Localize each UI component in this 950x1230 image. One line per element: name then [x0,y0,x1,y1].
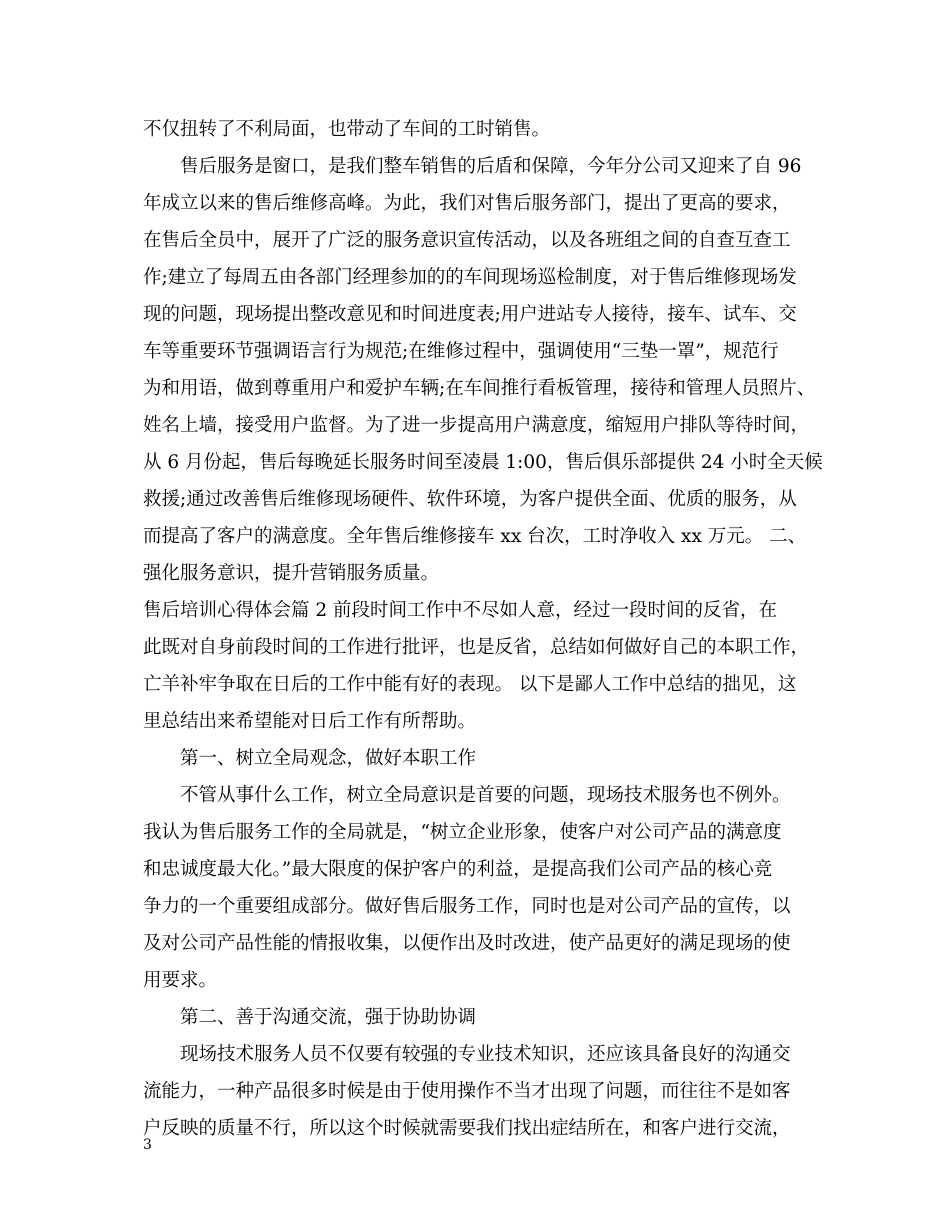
text-line: 和忠诚度最大化。”最大限度的保护客户的利益，是提高我们公司产品的核心竞 [143,859,773,880]
text-line: 流能力，一种产品很多时候是由于使用操作不当才出现了问题，而往往不是如客 [143,1081,791,1102]
paragraph-start: 不管从事什么工作，树立全局意识是首要的问题，现场技术服务也不例外。 [180,785,791,806]
text-line: 用要求。 [143,970,218,991]
text-line: 救援;通过改善售后维修现场硬件、软件环境，为客户提供全面、优质的服务，从 [143,489,797,510]
text-line: 而提高了客户的满意度。全年售后维修接车 xx 台次，工时净收入 xx 万元。 二、 [143,526,807,547]
text-line: 强化服务意识，提升营销服务质量。 [143,563,440,584]
text-line: 不仅扭转了不利局面，也带动了车间的工时销售。 [143,119,551,140]
text-line: 为和用语，做到尊重用户和爱护车辆;在车间推行看板管理，接待和管理人员照片、 [143,378,816,399]
page-number: 3 [143,1137,152,1153]
text-line: 作;建立了每周五由各部门经理参加的的车间现场巡检制度，对于售后维修现场发 [143,267,797,288]
text-line: 户反映的质量不行，所以这个时候就需要我们找出症结所在，和客户进行交流， [143,1118,791,1139]
text-line: 及对公司产品性能的情报收集，以便作出及时改进，使产品更好的满足现场的使 [143,933,791,954]
text-line: 争力的一个重要组成部分。做好售后服务工作，同时也是对公司产品的宣传，以 [143,896,791,917]
text-line: 此既对自身前段时间的工作进行批评，也是反省，总结如何做好自己的本职工作， [143,637,810,658]
heading-2: 第二、善于沟通交流，强于协助协调 [180,1007,477,1028]
text-line: 里总结出来希望能对日后工作有所帮助。 [143,711,477,732]
text-line: 在售后全员中，展开了广泛的服务意识宣传活动，以及各班组之间的自查互查工 [143,230,791,251]
paragraph-start: 售后服务是窗口，是我们整车销售的后盾和保障，今年分公司又迎来了自 96 [180,156,802,177]
text-line: 我认为售后服务工作的全局就是，“树立企业形象，使客户对公司产品的满意度 [143,822,782,843]
heading-1: 第一、树立全局观念，做好本职工作 [180,748,477,769]
section-title-line: 售后培训心得体会篇 2 前段时间工作中不尽如人意，经过一段时间的反省，在 [143,600,778,621]
text-line: 现的问题，现场提出整改意见和时间进度表;用户进站专人接待，接车、试车、交 [143,304,797,325]
text-line: 姓名上墙，接受用户监督。为了进一步提高用户满意度，缩短用户排队等待时间， [143,415,810,436]
text-line: 亡羊补牢争取在日后的工作中能有好的表现。 以下是鄙人工作中总结的拙见，这 [143,674,797,695]
text-line: 年成立以来的售后维修高峰。为此，我们对售后服务部门，提出了更高的要求， [143,193,791,214]
paragraph-start: 现场技术服务人员不仅要有较强的专业技术知识，还应该具备良好的沟通交 [180,1044,791,1065]
text-line: 从 6 月份起，售后每晚延长服务时间至凌晨 1:00，售后俱乐部提供 24 小时全天候 [143,452,823,473]
text-line: 车等重要环节强调语言行为规范;在维修过程中，强调使用“三垫一罩”，规范行 [143,341,779,362]
